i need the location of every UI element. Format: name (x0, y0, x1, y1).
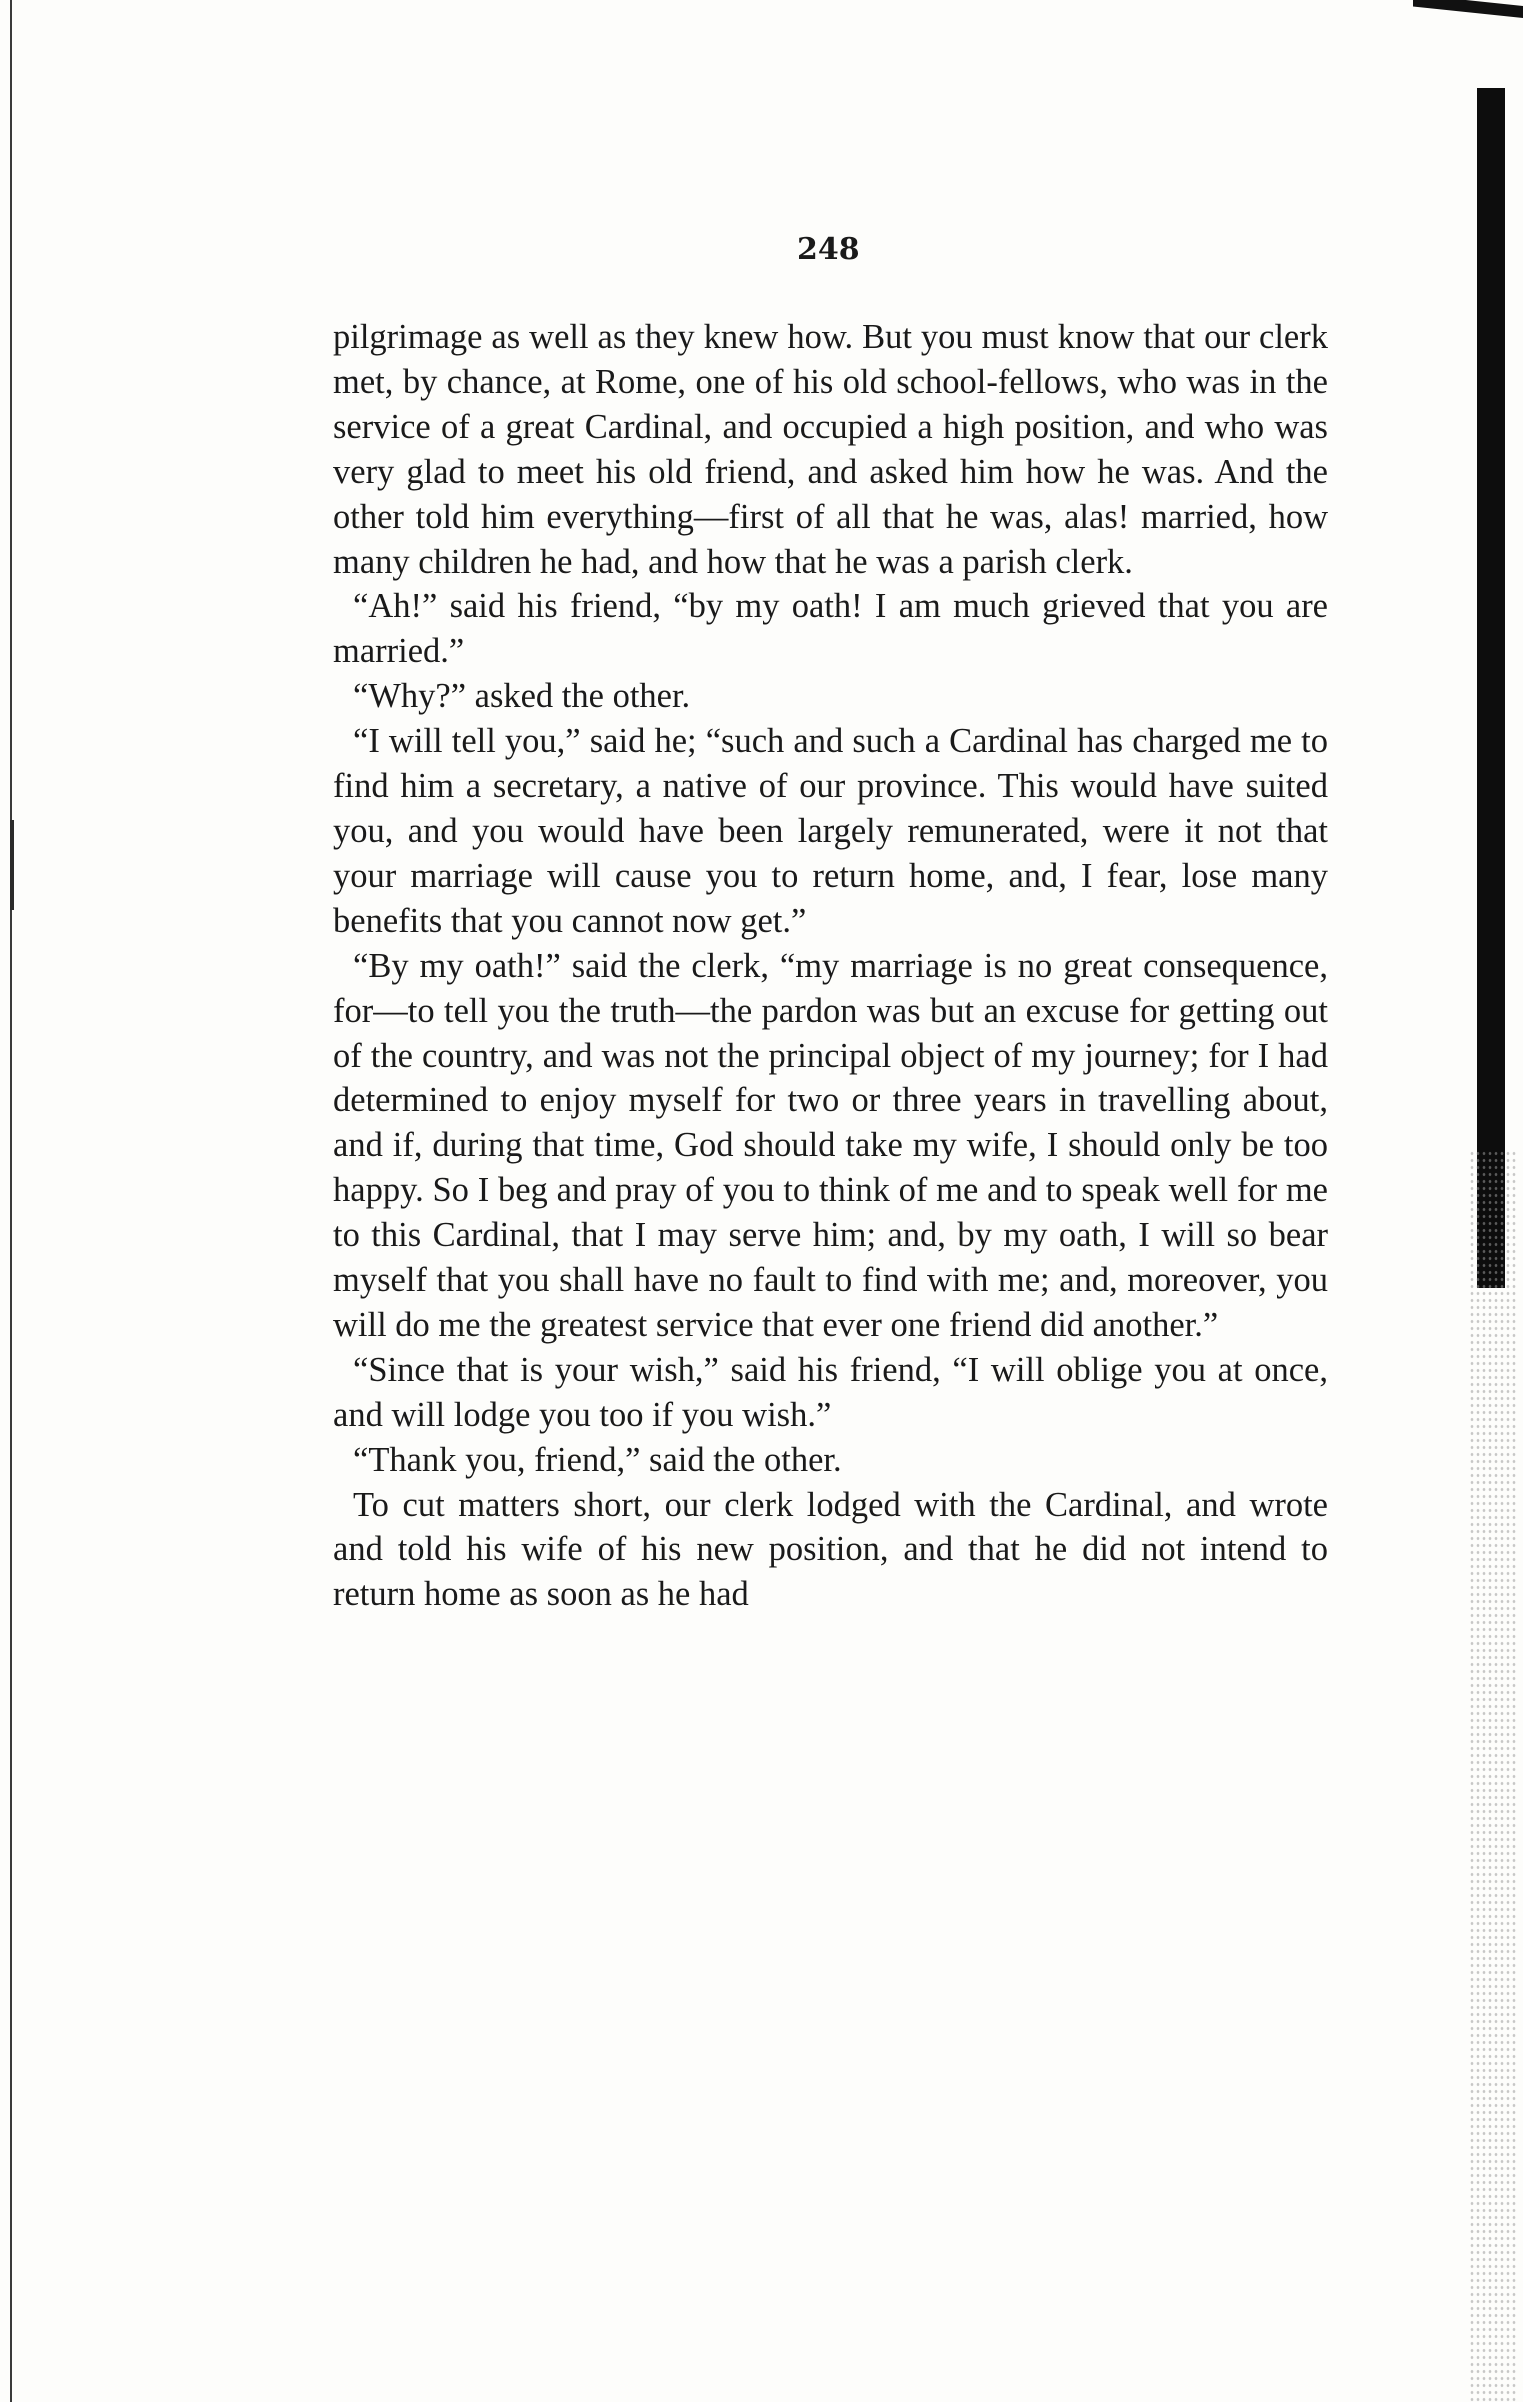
paragraph: “By my oath!” said the clerk, “my marriage is no great consequence, for—to tell you the truth—the pardon was but an excuse for getting out of the country, and was not the principal object of my journey; for I had determined to enjoy myself for two or three years in travelling about, and if, during that time, God should take my wife, I should only be too happy. So I beg and pray of you to think of me and to speak well for me to this Cardinal, that I may serve him; and, by my oath, I will so bear myself that you shall have no fault to find with me; and, moreover, you will do me the greatest service that ever one friend did another.” (333, 946, 1328, 1344)
paragraph: “Thank you, friend,” said the other. (353, 1440, 842, 1479)
paragraph: “Since that is your wish,” said his friend, “I will oblige you at once, and will lodge you too if you wish.” (333, 1350, 1328, 1434)
scan-corner-stroke (1413, 0, 1523, 18)
body-text (333, 315, 1328, 1617)
paragraph: pilgrimage as well as they knew how. But you must know that our clerk met, by chance, at Rome, one of his old school-fellows, who was in the service of a great Cardinal, and occupied a high position, and who was very glad to meet his old friend, and asked him how he was. And the other told him everything—first of all that he was, alas! married, how many children he had, and how that he was a parish clerk. (333, 318, 1328, 581)
scan-edge-speckle (1469, 1150, 1517, 2402)
scan-binding-shadow (1477, 88, 1505, 1288)
scan-margin-rule (10, 0, 12, 2402)
paragraph: “Ah!” said his friend, “by my oath! I am much grieved that you are married.” (333, 587, 1328, 671)
paragraph: “Why?” asked the other. (353, 677, 691, 716)
page-number: 248 (797, 232, 860, 267)
paragraph: “I will tell you,” said he; “such and such a Cardinal has charged me to find him a secretary, a native of our province. This would have suited you, and you would have been largely remunerated, were it not that your marriage will cause you to return home, and, I fear, lose many benefits that you cannot now get.” (333, 722, 1328, 940)
scan-margin-mark (10, 820, 14, 910)
paragraph: To cut matters short, our clerk lodged with the Cardinal, and wrote and told his wife of his new position, and that he did not intend to return home as soon as he had (333, 1485, 1328, 1614)
